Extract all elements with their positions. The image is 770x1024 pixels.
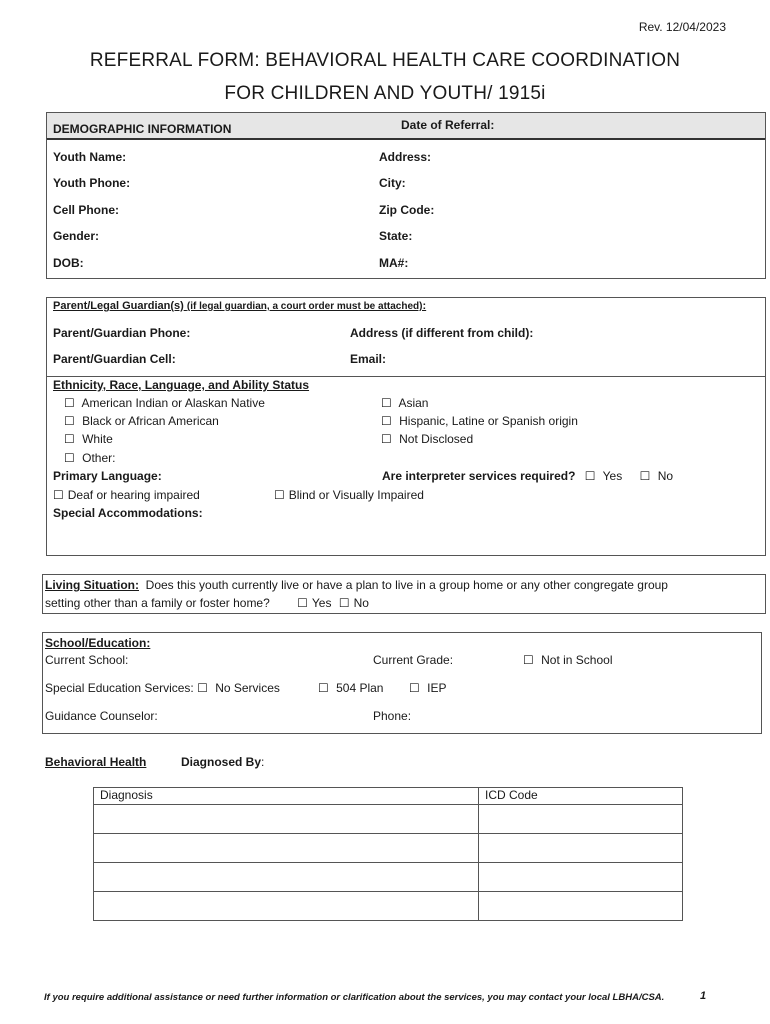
date-of-referral-label[interactable]: Date of Referral: bbox=[401, 118, 495, 132]
current-grade-field[interactable]: Current Grade: bbox=[373, 653, 454, 667]
table-row bbox=[94, 863, 683, 892]
living-yes[interactable]: Yes bbox=[311, 596, 332, 610]
diagnosis-cell[interactable] bbox=[94, 892, 479, 921]
diagnosis-cell[interactable] bbox=[94, 834, 479, 863]
diagnosis-cell[interactable] bbox=[94, 805, 479, 834]
interpreter-no[interactable]: No bbox=[657, 469, 674, 483]
youth-name-field[interactable]: Youth Name: bbox=[53, 150, 127, 164]
form-title-line-2: FOR CHILDREN AND YOUTH/ 1915i bbox=[224, 83, 546, 104]
cell-phone-field[interactable]: Cell Phone: bbox=[53, 203, 120, 217]
option-white[interactable] bbox=[64, 432, 113, 446]
checkbox-icon[interactable]: ☐ bbox=[274, 488, 285, 502]
icd-code-cell[interactable] bbox=[479, 892, 683, 921]
option-label: Asian bbox=[398, 396, 429, 410]
guardian-heading-text: Parent/Legal Guardian(s) bbox=[53, 300, 184, 312]
zip-code-field[interactable]: Zip Code: bbox=[379, 203, 435, 217]
page-number: 1 bbox=[700, 990, 707, 1002]
guardian-address-field[interactable]: Address (if different from child): bbox=[350, 326, 534, 340]
diagnosed-by-colon: : bbox=[261, 755, 265, 769]
table-header-row bbox=[94, 788, 683, 805]
guardian-cell-field[interactable]: Parent/Guardian Cell: bbox=[53, 352, 176, 366]
checkbox-icon[interactable]: ☐ bbox=[639, 469, 651, 483]
ethnicity-heading: Ethnicity, Race, Language, and Ability Status bbox=[53, 378, 310, 392]
special-ed-row bbox=[45, 681, 280, 695]
demographic-heading: DEMOGRAPHIC INFORMATION bbox=[53, 122, 232, 136]
option-deaf[interactable] bbox=[53, 488, 200, 502]
icd-code-cell[interactable] bbox=[479, 834, 683, 863]
living-question-1: Does this youth currently live or have a plan to live in a group home or any other congregate group bbox=[145, 578, 668, 592]
icd-code-cell[interactable] bbox=[479, 805, 683, 834]
living-situation-heading: Living Situation: bbox=[45, 578, 139, 592]
ma-number-field[interactable]: MA#: bbox=[379, 256, 409, 270]
option-black[interactable] bbox=[64, 414, 219, 428]
diagnosis-column-header: Diagnosis bbox=[94, 788, 479, 805]
option-other[interactable] bbox=[64, 451, 115, 465]
option-label: Deaf or hearing impaired bbox=[67, 488, 200, 502]
option-label: American Indian or Alaskan Native bbox=[81, 396, 265, 410]
not-in-school-option[interactable] bbox=[523, 653, 612, 667]
living-no[interactable]: No bbox=[353, 596, 369, 610]
interpreter-question-text: Are interpreter services required? bbox=[382, 469, 576, 483]
address-field[interactable]: Address: bbox=[379, 150, 432, 164]
current-school-field[interactable]: Current School: bbox=[45, 653, 129, 667]
no-services-option[interactable]: No Services bbox=[215, 681, 280, 695]
guardian-heading-note: (if legal guardian, a court order must be attached) bbox=[186, 301, 423, 312]
diagnosis-cell[interactable] bbox=[94, 863, 479, 892]
checkbox-icon[interactable]: ☐ bbox=[64, 396, 75, 410]
option-label: 504 Plan bbox=[336, 681, 384, 695]
checkbox-icon[interactable]: ☐ bbox=[318, 681, 329, 695]
city-field[interactable]: City: bbox=[379, 176, 406, 190]
checkbox-icon[interactable]: ☐ bbox=[409, 681, 420, 695]
icd-code-cell[interactable] bbox=[479, 863, 683, 892]
special-ed-label: Special Education Services: bbox=[45, 681, 194, 695]
youth-phone-field[interactable]: Youth Phone: bbox=[53, 176, 131, 190]
guardian-heading bbox=[53, 300, 426, 312]
option-label: Black or African American bbox=[82, 414, 219, 428]
guardian-heading-colon: : bbox=[422, 300, 427, 312]
checkbox-icon[interactable]: ☐ bbox=[64, 432, 75, 446]
option-hispanic[interactable] bbox=[381, 414, 578, 428]
checkbox-icon[interactable]: ☐ bbox=[53, 488, 64, 502]
diagnosed-by-text: Diagnosed By bbox=[181, 755, 262, 769]
iep-option[interactable] bbox=[409, 681, 446, 695]
checkbox-icon[interactable]: ☐ bbox=[297, 596, 308, 610]
checkbox-icon[interactable]: ☐ bbox=[381, 414, 392, 428]
checkbox-icon[interactable]: ☐ bbox=[381, 432, 392, 446]
option-label: Not in School bbox=[541, 653, 613, 667]
dob-field[interactable]: DOB: bbox=[53, 256, 84, 270]
gender-field[interactable]: Gender: bbox=[53, 229, 100, 243]
option-label: IEP bbox=[427, 681, 447, 695]
checkbox-icon[interactable]: ☐ bbox=[64, 451, 75, 465]
table-row bbox=[94, 834, 683, 863]
checkbox-icon[interactable]: ☐ bbox=[381, 396, 392, 410]
plan-504-option[interactable] bbox=[318, 681, 383, 695]
interpreter-question bbox=[382, 469, 673, 483]
state-field[interactable]: State: bbox=[379, 229, 413, 243]
living-question-2: setting other than a family or foster home? bbox=[45, 596, 270, 610]
option-label: White bbox=[82, 432, 113, 446]
form-title-line-1: REFERRAL FORM: BEHAVIORAL HEALTH CARE COORDINATION bbox=[89, 50, 681, 71]
revision-date: Rev. 12/04/2023 bbox=[638, 20, 726, 34]
interpreter-yes[interactable]: Yes bbox=[602, 469, 623, 483]
guardian-email-field[interactable]: Email: bbox=[350, 352, 387, 366]
checkbox-icon[interactable]: ☐ bbox=[523, 653, 534, 667]
school-heading: School/Education: bbox=[45, 636, 151, 650]
option-not-disclosed[interactable] bbox=[381, 432, 473, 446]
option-label: Other: bbox=[82, 451, 116, 465]
diagnosis-table bbox=[93, 787, 683, 921]
footer-note: If you require additional assistance or need further information or clarification about the services, you may contact your local LBHA/CSA. bbox=[44, 992, 665, 1003]
icd-code-column-header: ICD Code bbox=[479, 788, 683, 805]
option-label: Not Disclosed bbox=[399, 432, 474, 446]
checkbox-icon[interactable]: ☐ bbox=[64, 414, 75, 428]
table-row bbox=[94, 805, 683, 834]
primary-language-field[interactable]: Primary Language: bbox=[53, 469, 162, 483]
section-divider bbox=[46, 376, 766, 377]
behavioral-health-heading: Behavioral Health bbox=[45, 755, 147, 769]
living-situation-line-1 bbox=[45, 578, 668, 592]
checkbox-icon[interactable]: ☐ bbox=[197, 681, 208, 695]
table-row bbox=[94, 892, 683, 921]
option-blind[interactable] bbox=[274, 488, 424, 502]
checkbox-icon[interactable]: ☐ bbox=[338, 596, 350, 610]
diagnosed-by-field[interactable] bbox=[181, 755, 264, 769]
special-accommodations-field[interactable]: Special Accommodations: bbox=[53, 506, 203, 520]
school-phone-field[interactable]: Phone: bbox=[373, 709, 412, 723]
option-label: Blind or Visually Impaired bbox=[288, 488, 424, 502]
living-situation-line-2 bbox=[45, 596, 369, 610]
option-label: Hispanic, Latine or Spanish origin bbox=[399, 414, 578, 428]
option-american-indian[interactable] bbox=[64, 396, 265, 410]
guardian-phone-field[interactable]: Parent/Guardian Phone: bbox=[53, 326, 191, 340]
guidance-counselor-field[interactable]: Guidance Counselor: bbox=[45, 709, 158, 723]
checkbox-icon[interactable]: ☐ bbox=[584, 469, 596, 483]
option-asian[interactable] bbox=[381, 396, 428, 410]
